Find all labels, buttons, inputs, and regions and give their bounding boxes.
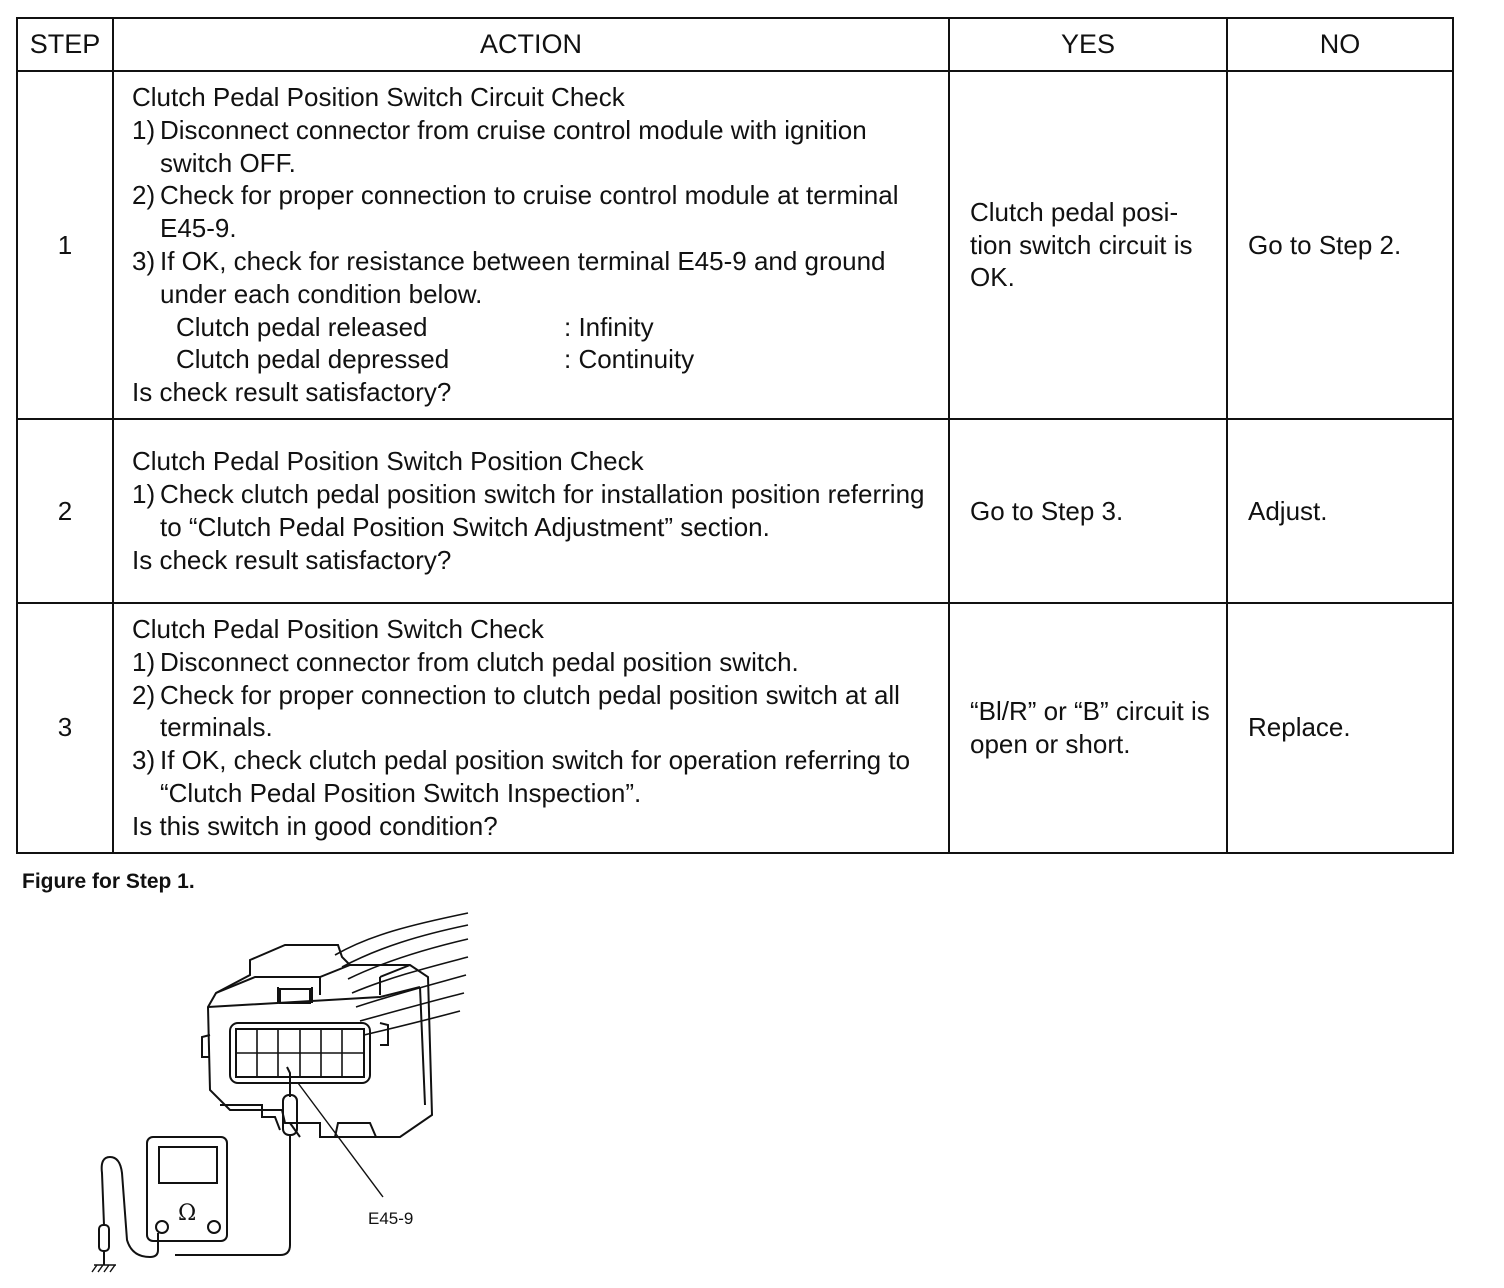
- item-number: 2): [132, 679, 156, 710]
- table-row: [17, 71, 1453, 419]
- condition-row: [132, 343, 938, 376]
- action-item: [132, 179, 938, 245]
- header-step: STEP: [17, 18, 113, 71]
- header-action: ACTION: [113, 18, 949, 71]
- action-item: [132, 679, 938, 745]
- action-question: Is check result satisfactory?: [132, 377, 452, 408]
- item-text: Disconnect connector from clutch pedal position switch.: [160, 646, 799, 677]
- figure-caption: Figure for Step 1.: [22, 870, 195, 893]
- yes-result: Go to Step 3.: [949, 419, 1227, 603]
- action-cell: [113, 419, 949, 603]
- table-row: [17, 603, 1453, 853]
- condition-value: : Infinity: [564, 311, 654, 342]
- action-item: [132, 744, 938, 810]
- condition-label: Clutch pedal released: [176, 311, 428, 342]
- callout-leader: [298, 1083, 383, 1197]
- action-item: [132, 114, 938, 180]
- item-number: 2): [132, 180, 156, 211]
- table-row: [17, 419, 1453, 603]
- item-number: 1): [132, 646, 156, 677]
- yes-result: “Bl/R” or “B” circuit is open or short.: [949, 603, 1227, 853]
- no-result: Adjust.: [1227, 419, 1453, 603]
- step-number: 2: [17, 419, 113, 603]
- action-title: Clutch Pedal Position Switch Position Check: [132, 446, 644, 477]
- yes-result: Clutch pedal posi-tion switch circuit is OK.: [949, 71, 1227, 419]
- action-question: Is this switch in good condition?: [132, 810, 498, 841]
- no-result: Go to Step 2.: [1227, 71, 1453, 419]
- item-number: 1): [132, 479, 156, 510]
- item-text: Check for proper connection to cruise control module at terminal E45-9.: [160, 180, 899, 244]
- item-text: Disconnect connector from cruise control module with ignition switch OFF.: [160, 114, 867, 178]
- action-cell: [113, 71, 949, 419]
- harness-wires: [335, 913, 468, 1035]
- action-cell: [113, 603, 949, 853]
- condition-row: [132, 311, 938, 344]
- connector-ohmmeter-figure: [80, 905, 480, 1280]
- no-result: Replace.: [1227, 603, 1453, 853]
- item-number: 3): [132, 246, 156, 276]
- action-item: [132, 245, 938, 311]
- item-text: Check for proper connection to clutch pedal position switch at all terminals.: [160, 679, 900, 743]
- ohm-symbol: Ω: [178, 1201, 197, 1226]
- probe: [175, 1067, 297, 1255]
- item-number: 3): [132, 745, 156, 776]
- step-number: 1: [17, 71, 113, 419]
- action-item: [132, 646, 938, 679]
- item-text: If OK, check clutch pedal position switch for operation referring to “Clutch Pedal Position Switch Inspection”.: [160, 745, 911, 808]
- ground-lead: [92, 1157, 158, 1272]
- item-number: 1): [132, 114, 156, 145]
- action-title: Clutch Pedal Position Switch Circuit Check: [132, 82, 625, 113]
- diagnostic-table: [16, 17, 1454, 854]
- header-no: NO: [1227, 18, 1453, 71]
- ohmmeter: [147, 1137, 227, 1241]
- header-yes: YES: [949, 18, 1227, 71]
- condition-value: : Continuity: [564, 344, 695, 375]
- terminal-callout-label: E45-9: [368, 1209, 414, 1228]
- condition-label: Clutch pedal depressed: [176, 344, 450, 375]
- item-text: If OK, check for resistance between terminal E45-9 and ground under each condition below.: [160, 246, 886, 309]
- action-item: [132, 478, 938, 544]
- action-title: Clutch Pedal Position Switch Check: [132, 614, 544, 644]
- action-question: Is check result satisfactory?: [132, 544, 452, 575]
- item-text: Check clutch pedal position switch for installation position referring to “Clutch Pedal Position Switch Adjustment” section.: [160, 479, 925, 542]
- table-header-row: [17, 18, 1453, 71]
- step-number: 3: [17, 603, 113, 853]
- terminal-grid: [236, 1029, 364, 1077]
